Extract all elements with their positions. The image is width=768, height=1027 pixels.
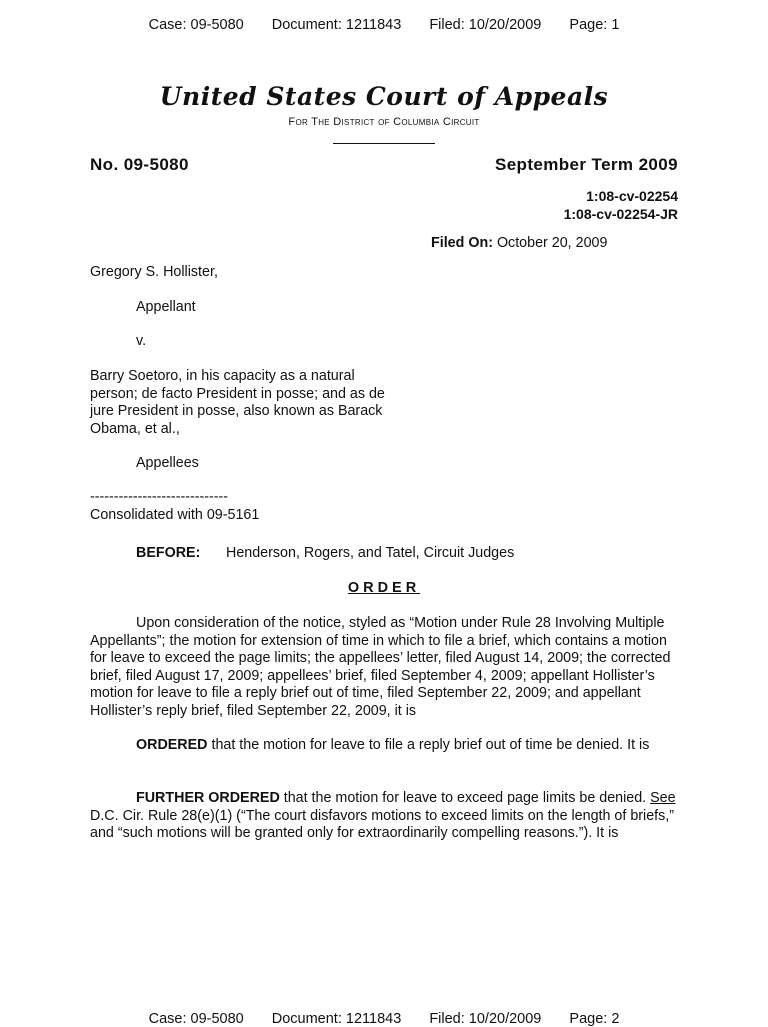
order-paragraph-1	[90, 615, 680, 720]
title-divider	[333, 143, 435, 144]
appellee-line: jure President in posse, also known as Barack	[90, 403, 383, 419]
order-paragraph-2-text: that the motion for leave to file a reply brief out of time be denied. It is	[207, 737, 650, 753]
filed-on-label: Filed On:	[431, 235, 493, 251]
order-paragraph-2	[90, 737, 680, 755]
docket-term: September Term 2009	[494, 155, 678, 174]
court-title: United States Court of Appeals	[159, 82, 609, 111]
separator-line: -----------------------------	[90, 489, 229, 505]
see-citation-signal: See	[650, 790, 676, 806]
footer-page: Page: 2	[569, 1011, 620, 1027]
appellee-role: Appellees	[136, 455, 199, 471]
ordered-lead: ORDERED	[136, 737, 208, 753]
footer-filed: Filed: 10/20/2009	[429, 1011, 542, 1027]
filed-on-date: October 20, 2009	[496, 235, 608, 251]
court-subtitle: For The District of Columbia Circuit	[288, 116, 480, 128]
appellee-name	[90, 368, 385, 438]
order-paragraph-3	[90, 790, 680, 843]
case-number-2: 1:08-cv-02254-JR	[563, 206, 678, 222]
appellee-line: Obama, et al.,	[90, 420, 180, 437]
header-page: Page: 1	[569, 17, 620, 33]
appellant-name: Gregory S. Hollister,	[90, 264, 218, 280]
docket-number: No. 09-5080	[90, 155, 189, 174]
versus: v.	[136, 333, 147, 349]
order-paragraph-3-text: that the motion for leave to exceed page limits be denied.	[279, 790, 647, 806]
case-number-1: 1:08-cv-02254	[586, 188, 678, 204]
appellee-line: person; de facto President in posse; and as de	[90, 385, 385, 402]
appellee-line: Barry Soetoro, in his capacity as a natural	[90, 368, 355, 384]
before-label	[136, 545, 200, 561]
footer-document: Document: 1211843	[271, 1011, 402, 1027]
order-paragraph-1-text: Upon consideration of the notice, styled as “Motion under Rule 28 Involving Multiple Appellants”; the motion for extension of time in which to file a brief, which contains a motion for leave to exceed the page limits; the appellees’ letter, filed August 14, 2009; the corrected brief, filed August 17, 2009; appellees’ brief, filed September 4, 2009; appellant Hollister’s motion for leave to file a reply brief out of time, filed September 22, 2009; and appellant Hollister’s reply brief, filed September 22, 2009, it is	[90, 615, 671, 719]
header-case: Case: 09-5080	[148, 17, 244, 33]
order-paragraph-3-rest: D.C. Cir. Rule 28(e)(1) (“The court disfavors motions to exceed limits on the length of briefs,” and “such motions will be granted only for extraordinarily compelling reasons.”). It is	[90, 807, 675, 841]
order-title: ORDER	[347, 580, 421, 596]
further-ordered-lead: FURTHER ORDERED	[136, 790, 280, 806]
footer-case: Case: 09-5080	[148, 1011, 244, 1027]
filed-on	[431, 235, 607, 251]
before-label-text: BEFORE:	[136, 545, 201, 561]
header-filed: Filed: 10/20/2009	[429, 17, 542, 33]
before-judges: Henderson, Rogers, and Tatel, Circuit Judges	[226, 545, 515, 561]
consolidated-with: Consolidated with 09-5161	[90, 507, 260, 523]
header-document: Document: 1211843	[271, 17, 402, 33]
appellant-role: Appellant	[136, 299, 196, 315]
page-header	[0, 17, 768, 33]
page-footer	[0, 1011, 768, 1027]
